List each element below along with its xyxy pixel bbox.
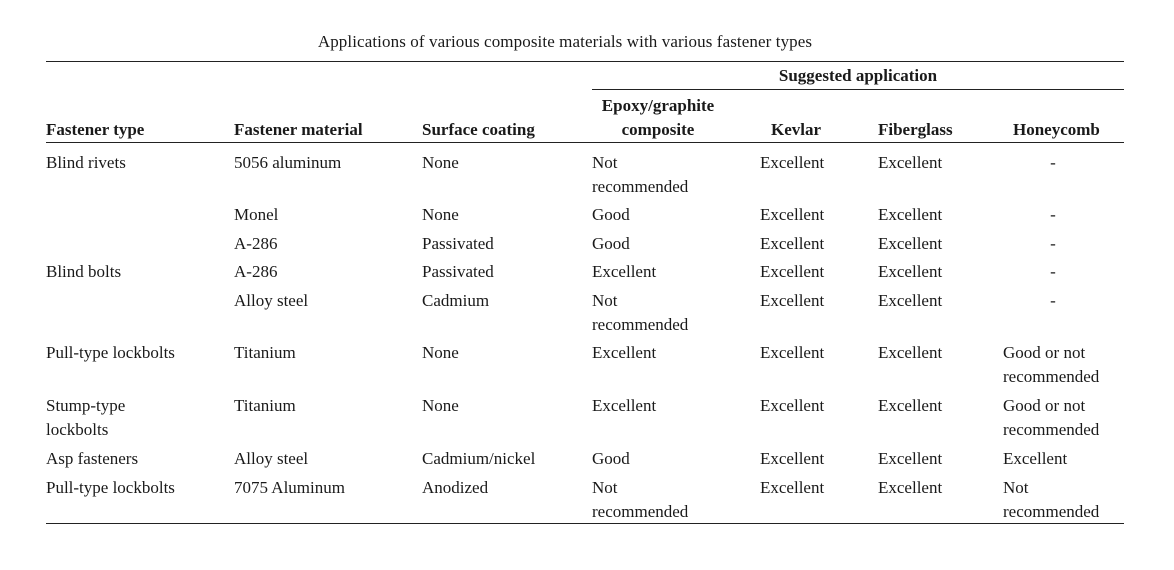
- cell-line: Stump-type: [46, 396, 126, 415]
- cell-kevlar: Excellent: [760, 205, 825, 224]
- cell-fiberglass: Excellent: [878, 396, 943, 415]
- cell-line: Good or not: [1003, 396, 1086, 415]
- cell-epoxy: [592, 447, 630, 471]
- header-fiberglass: Fiberglass: [878, 120, 953, 139]
- cell-honeycomb: [1003, 289, 1103, 313]
- cell-material: Titanium: [234, 396, 296, 415]
- cell-type: [46, 151, 126, 175]
- cell-line: Excellent: [592, 396, 657, 415]
- cell-material: Monel: [234, 205, 279, 224]
- cell-line: recommended: [592, 315, 689, 334]
- cell-line: Not: [592, 153, 618, 172]
- cell-honeycomb: [1003, 341, 1099, 389]
- cell-line: -: [1050, 291, 1056, 310]
- cell-material: A-286: [234, 262, 278, 281]
- cell-epoxy: [592, 203, 630, 227]
- cell-kevlar: Excellent: [760, 396, 825, 415]
- cell-fiberglass: Excellent: [878, 449, 943, 468]
- cell-material: Alloy steel: [234, 449, 309, 468]
- cell-fiberglass: Excellent: [878, 343, 943, 362]
- cell-honeycomb: [1003, 260, 1103, 284]
- cell-coating: Cadmium: [422, 291, 490, 310]
- cell-kevlar: Excellent: [760, 291, 825, 310]
- header-kevlar: Kevlar: [771, 120, 822, 139]
- header-fastener-type: Fastener type: [46, 120, 145, 139]
- cell-line: Not: [1003, 478, 1029, 497]
- cell-kevlar: Excellent: [760, 478, 825, 497]
- cell-line: Good: [592, 449, 630, 468]
- cell-coating: None: [422, 205, 459, 224]
- cell-line: Excellent: [592, 343, 657, 362]
- header-epoxy-line2: composite: [621, 120, 695, 139]
- cell-line: Excellent: [1003, 449, 1068, 468]
- cell-material: 7075 Aluminum: [234, 478, 345, 497]
- cell-kevlar: Excellent: [760, 234, 825, 253]
- cell-kevlar: Excellent: [760, 262, 825, 281]
- cell-coating: Anodized: [422, 478, 489, 497]
- cell-line: recommended: [592, 502, 689, 521]
- cell-kevlar: Excellent: [760, 343, 825, 362]
- bottom-rule: [46, 523, 1124, 524]
- cell-fiberglass: Excellent: [878, 291, 943, 310]
- cell-line: Pull-type lockbolts: [46, 343, 175, 362]
- cell-line: Blind rivets: [46, 153, 126, 172]
- cell-coating: None: [422, 153, 459, 172]
- cell-material: A-286: [234, 234, 278, 253]
- cell-material: 5056 aluminum: [234, 153, 342, 172]
- cell-type: [46, 394, 125, 442]
- cell-type: [46, 341, 175, 365]
- cell-epoxy: [592, 289, 688, 337]
- cell-line: Not: [592, 291, 618, 310]
- cell-kevlar: Excellent: [760, 153, 825, 172]
- cell-honeycomb: [1003, 476, 1099, 524]
- cell-line: Good or not: [1003, 343, 1086, 362]
- cell-type: [46, 447, 138, 471]
- cell-fiberglass: Excellent: [878, 262, 943, 281]
- cell-line: recommended: [592, 177, 689, 196]
- cell-fiberglass: Excellent: [878, 205, 943, 224]
- cell-line: -: [1050, 205, 1056, 224]
- cell-epoxy: [592, 260, 656, 284]
- cell-line: Pull-type lockbolts: [46, 478, 175, 497]
- cell-line: -: [1050, 262, 1056, 281]
- cell-kevlar: Excellent: [760, 449, 825, 468]
- cell-coating: None: [422, 396, 459, 415]
- cell-honeycomb: [1003, 394, 1099, 442]
- cell-honeycomb: [1003, 232, 1103, 256]
- cell-line: Good: [592, 234, 630, 253]
- header-fastener-material: Fastener material: [234, 120, 363, 139]
- cell-type: [46, 476, 175, 500]
- top-rule: [46, 61, 1124, 62]
- cell-line: -: [1050, 234, 1056, 253]
- cell-line: Not: [592, 478, 618, 497]
- cell-line: Asp fasteners: [46, 449, 139, 468]
- cell-epoxy: [592, 476, 688, 524]
- header-epoxy-graphite: [588, 94, 728, 142]
- suggested-application-header: Suggested application: [778, 66, 938, 85]
- cell-type: [46, 260, 121, 284]
- header-honeycomb: Honeycomb: [1013, 120, 1100, 139]
- cell-fiberglass: Excellent: [878, 478, 943, 497]
- cell-material: Titanium: [234, 343, 296, 362]
- cell-coating: Passivated: [422, 262, 494, 281]
- cell-epoxy: [592, 394, 656, 418]
- cell-epoxy: [592, 151, 688, 199]
- header-rule: [46, 142, 1124, 143]
- spanner-rule: [592, 89, 1124, 90]
- header-surface-coating: Surface coating: [422, 120, 535, 139]
- cell-epoxy: [592, 232, 630, 256]
- header-epoxy-line1: Epoxy/graphite: [601, 96, 715, 115]
- cell-coating: Passivated: [422, 234, 494, 253]
- cell-line: Good: [592, 205, 630, 224]
- cell-honeycomb: [1003, 203, 1103, 227]
- cell-line: recommended: [1003, 502, 1100, 521]
- cell-line: recommended: [1003, 420, 1100, 439]
- cell-honeycomb: [1003, 447, 1067, 471]
- cell-line: lockbolts: [46, 420, 109, 439]
- cell-honeycomb: [1003, 151, 1103, 175]
- cell-fiberglass: Excellent: [878, 153, 943, 172]
- cell-line: recommended: [1003, 367, 1100, 386]
- cell-material: Alloy steel: [234, 291, 309, 310]
- cell-coating: Cadmium/nickel: [422, 449, 536, 468]
- cell-fiberglass: Excellent: [878, 234, 943, 253]
- cell-line: -: [1050, 153, 1056, 172]
- table-caption: Applications of various composite materials with various fastener types: [317, 32, 813, 51]
- cell-epoxy: [592, 341, 656, 365]
- cell-line: Blind bolts: [46, 262, 122, 281]
- cell-line: Excellent: [592, 262, 657, 281]
- cell-coating: None: [422, 343, 459, 362]
